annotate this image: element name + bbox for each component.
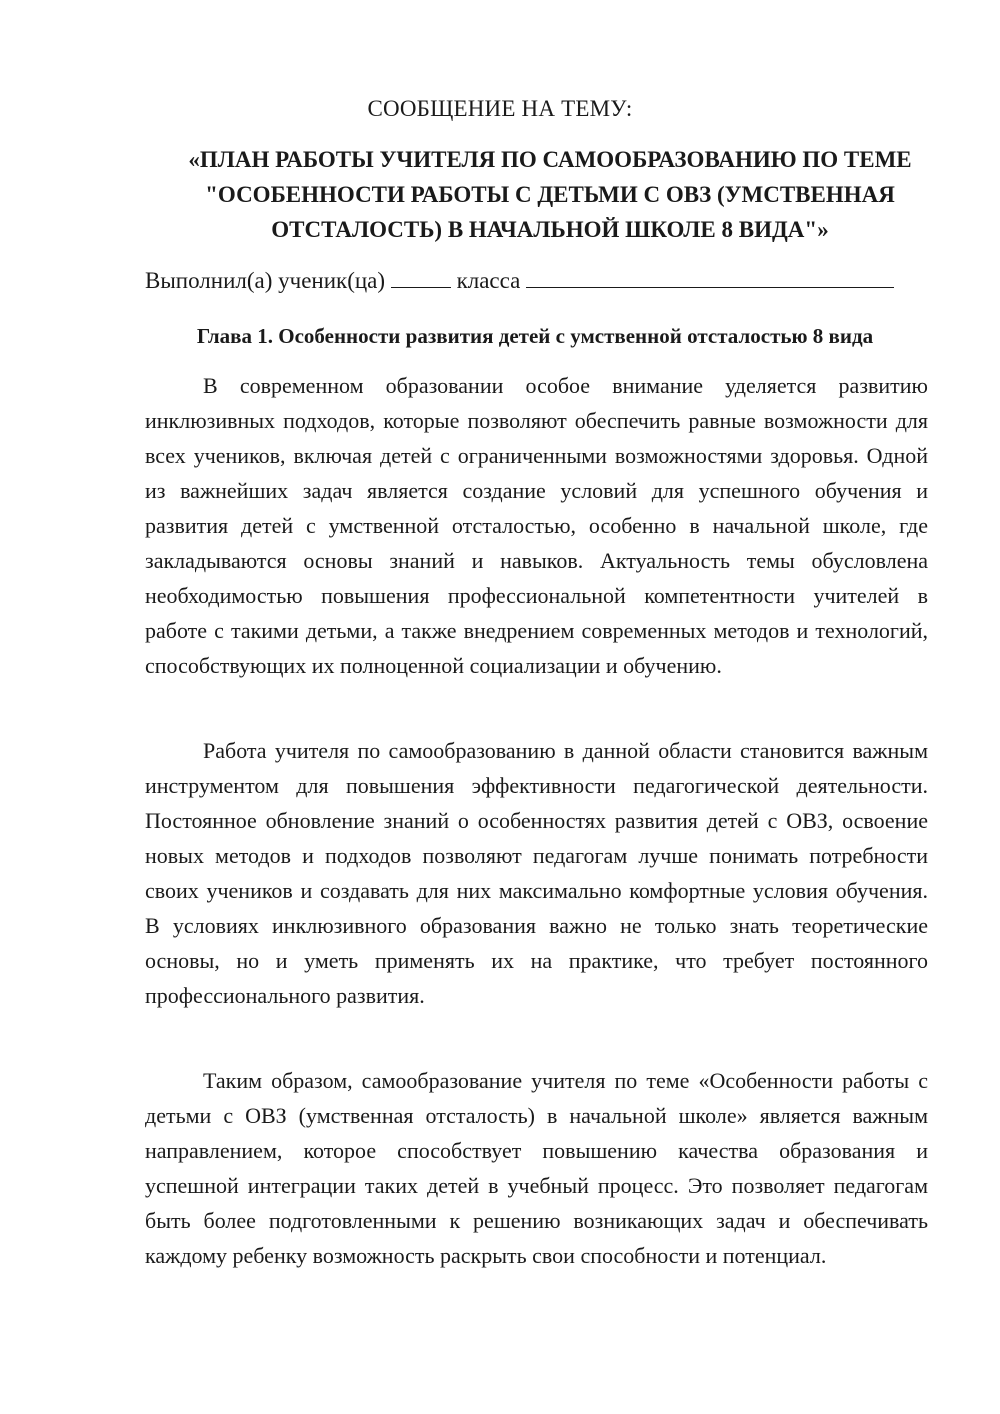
document-subtitle: СООБЩЕНИЕ НА ТЕМУ: xyxy=(367,96,633,121)
author-class-label: класса xyxy=(456,268,521,293)
paragraph-2: Работа учителя по самообразованию в данной области становится важным инструментом для повышения эффективности педагогической деятельности. Постоянное обновление знаний о особенностях развития детей с ОВЗ, освоение новых методов и подходов позволяют педагогам лучше понимать потребности своих учеников и создавать для них максимально комфортные условия обучения. В условиях инклюзивного образования важно не только знать теоретические основы, но и уметь применять их на практике, что требует постоянного профессионального развития. xyxy=(145,738,928,1008)
paragraph-1: В современном образовании особое внимание уделяется развитию инклюзивных подходов, которые позволяют обеспечить равные возможности для всех учеников, включая детей с ограниченными возможностями здоровья. Одной из важнейших задач является создание условий для успешного обучения и развития детей с умственной отсталостью, особенно в начальной школе, где закладываются основы знаний и навыков. Актуальность темы обусловлена необходимостью повышения профессиональной компетентности учителей в работе с такими детьми, а также внедрением современных методов и технологий, способствующих их полноценной социализации и обучению. xyxy=(145,373,928,678)
author-prefix: Выполнил(а) ученик(ца) xyxy=(145,268,386,293)
author-line xyxy=(145,268,935,294)
paragraph-3: Таким образом, самообразование учителя по теме «Особенности работы с детьми с ОВЗ (умственная отсталость) в начальной школе» является важным направлением, которое способствует повышению качества образования и успешной интеграции таких детей в учебный процесс. Это позволяет педагогам быть более подготовленными к решению возникающих задач и обеспечивать каждому ребенку возможность раскрыть свои способности и потенциал. xyxy=(145,1068,928,1268)
class-blank xyxy=(391,269,451,288)
name-blank xyxy=(526,269,894,288)
document-title: «ПЛАН РАБОТЫ УЧИТЕЛЯ ПО САМООБРАЗОВАНИЮ ПО ТЕМЕ "ОСОБЕННОСТИ РАБОТЫ С ДЕТЬМИ С ОВЗ (УМСТВЕННАЯ ОТСТАЛОСТЬ) В НАЧАЛЬНОЙ ШКОЛЕ 8 ВИДА"» xyxy=(188,147,912,242)
chapter-heading: Глава 1. Особенности развития детей с умственной отсталостью 8 вида xyxy=(196,324,874,348)
